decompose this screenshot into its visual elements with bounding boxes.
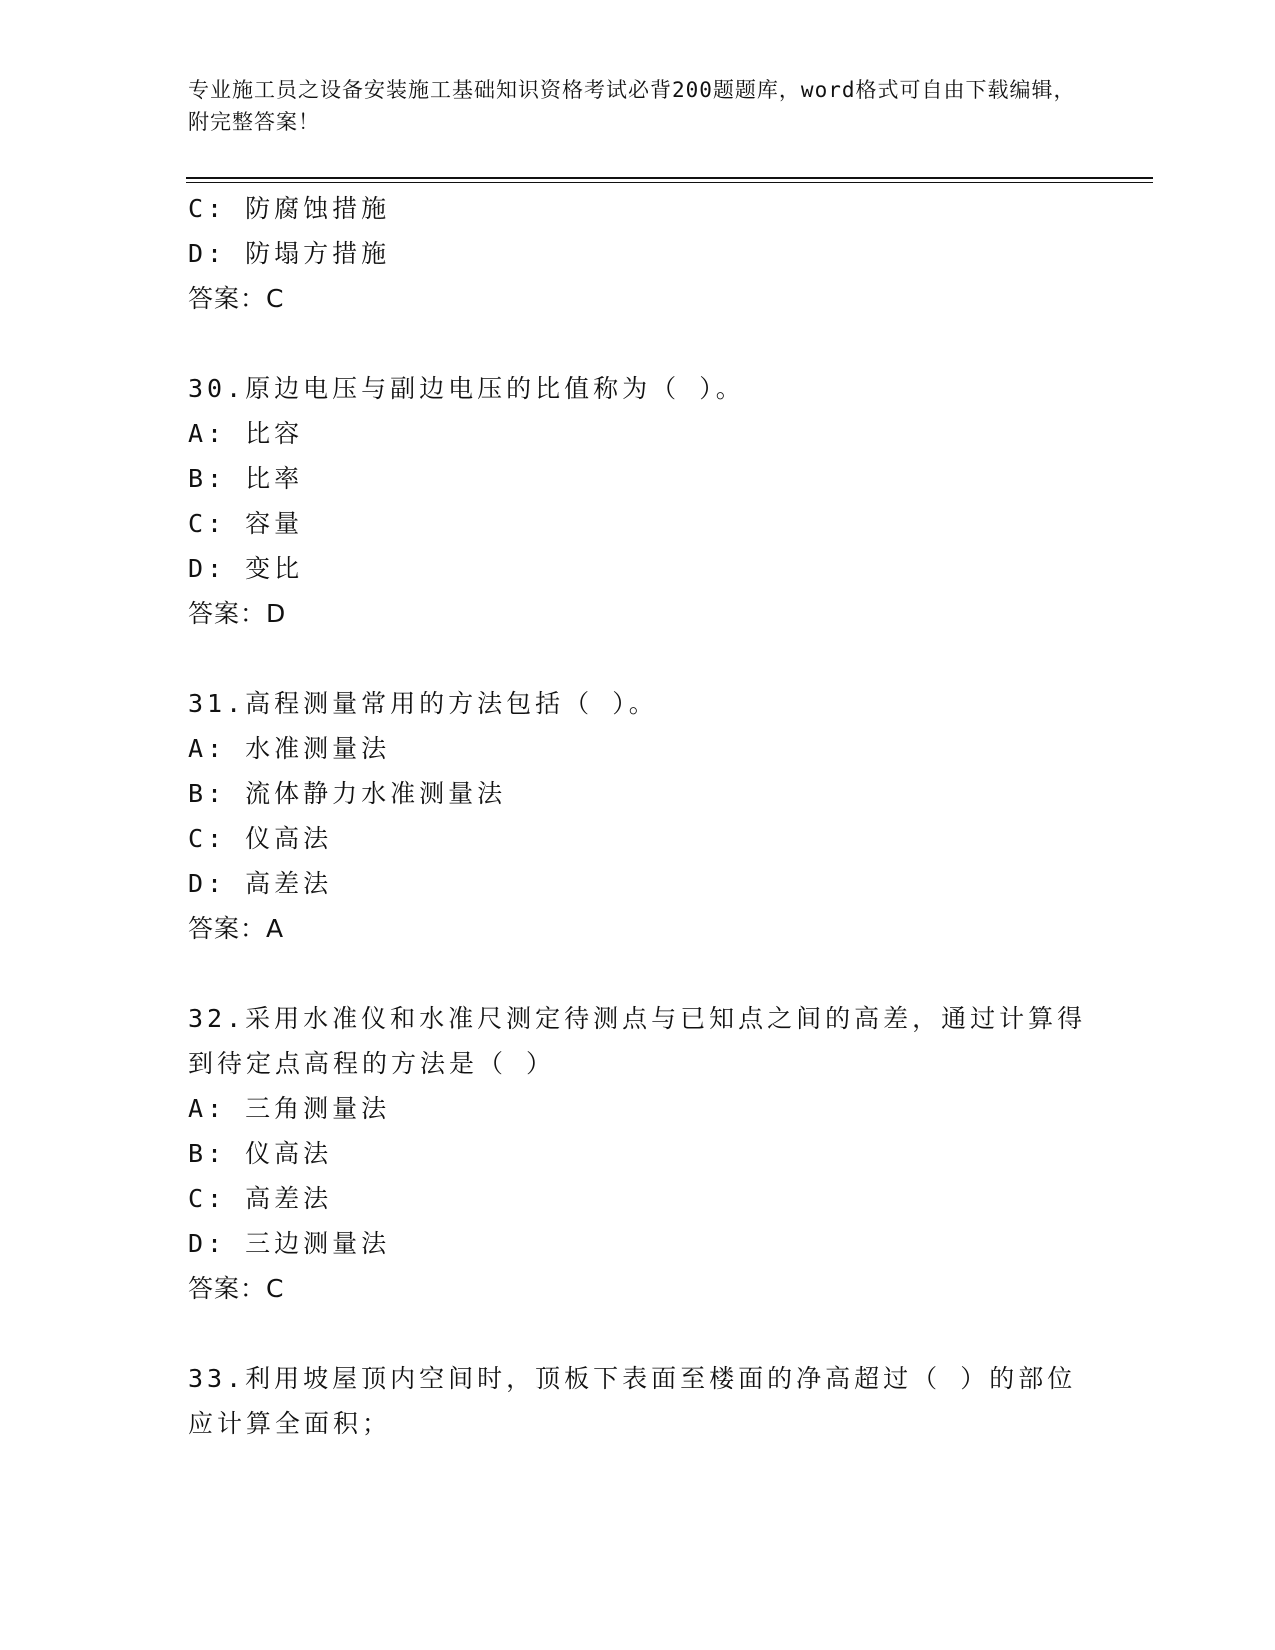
q32-question-line1: 32.采用水准仪和水准尺测定待测点与已知点之间的高差，通过计算得: [188, 1004, 1087, 1033]
q32-question-line2: 到待定点高程的方法是（ ）: [188, 1049, 556, 1078]
q32-option-c: C: 高差法: [188, 1184, 333, 1213]
q31-answer: 答案：A: [188, 914, 285, 943]
q30-option-c: C: 容量: [188, 509, 304, 538]
q30-option-a: A: 比容: [188, 419, 304, 448]
q32-answer: 答案：C: [188, 1274, 285, 1303]
prev-option-d: D: 防塌方措施: [188, 239, 391, 268]
q30-option-b: B: 比率: [188, 464, 304, 493]
q30-answer: 答案：D: [188, 599, 287, 628]
q32-option-a: A: 三角测量法: [188, 1094, 391, 1123]
q30-option-d: D: 变比: [188, 554, 304, 583]
q31-option-c: C: 仪高法: [188, 824, 333, 853]
q31-option-b: B: 流体静力水准测量法: [188, 779, 507, 808]
q31-question: 31.高程测量常用的方法包括（ ）。: [188, 689, 658, 718]
q31-option-a: A: 水准测量法: [188, 734, 391, 763]
header-divider-thick: [186, 177, 1153, 179]
q33-question-line2: 应计算全面积；: [188, 1409, 392, 1438]
prev-answer: 答案：C: [188, 284, 285, 313]
q32-option-b: B: 仪高法: [188, 1139, 333, 1168]
q32-option-d: D: 三边测量法: [188, 1229, 391, 1258]
header-divider-thin: [186, 182, 1153, 183]
q33-question-line1: 33.利用坡屋顶内空间时，顶板下表面至楼面的净高超过（ ）的部位: [188, 1364, 1077, 1393]
q30-question: 30.原边电压与副边电压的比值称为（ ）。: [188, 374, 745, 403]
document-header: 专业施工员之设备安装施工基础知识资格考试必背200题题库，word格式可自由下载编辑，附完整答案！: [188, 78, 1076, 134]
prev-option-c: C: 防腐蚀措施: [188, 194, 391, 223]
q31-option-d: D: 高差法: [188, 869, 333, 898]
